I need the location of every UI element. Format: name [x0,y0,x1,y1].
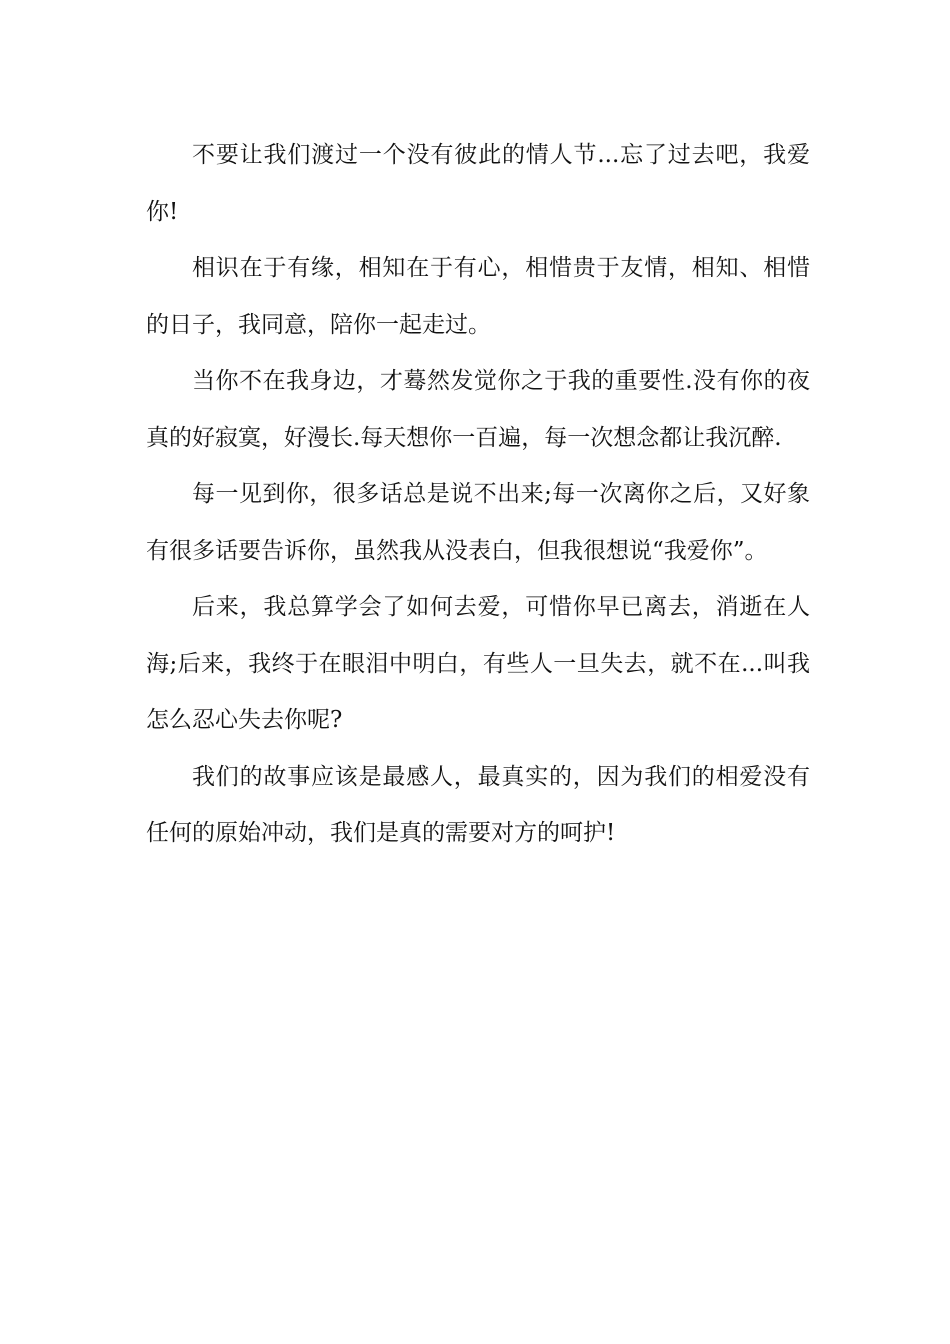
paragraph-1: 不要让我们渡过一个没有彼此的情人节...忘了过去吧，我爱你! [146,142,810,225]
document-body [146,127,810,862]
paragraph-3: 当你不在我身边，才蓦然发觉你之于我的重要性.没有你的夜真的好寂寞，好漫长.每天想你一百遍，每一次想念都让我沉醉. [146,368,810,451]
paragraph-4: 每一见到你，很多话总是说不出来;每一次离你之后，又好象有很多话要告诉你，虽然我从没表白，但我很想说“我爱你”。 [146,481,810,564]
paragraph-2: 相识在于有缘，相知在于有心，相惜贵于友情，相知、相惜的日子，我同意，陪你一起走过。 [146,255,810,338]
paragraph-6: 我们的故事应该是最感人，最真实的，因为我们的相爱没有任何的原始冲动，我们是真的需要对方的呵护! [146,763,810,846]
paragraph-5: 后来，我总算学会了如何去爱，可惜你早已离去，消逝在人海;后来，我终于在眼泪中明白，有些人一旦失去，就不在...叫我怎么忍心失去你呢? [146,594,810,733]
